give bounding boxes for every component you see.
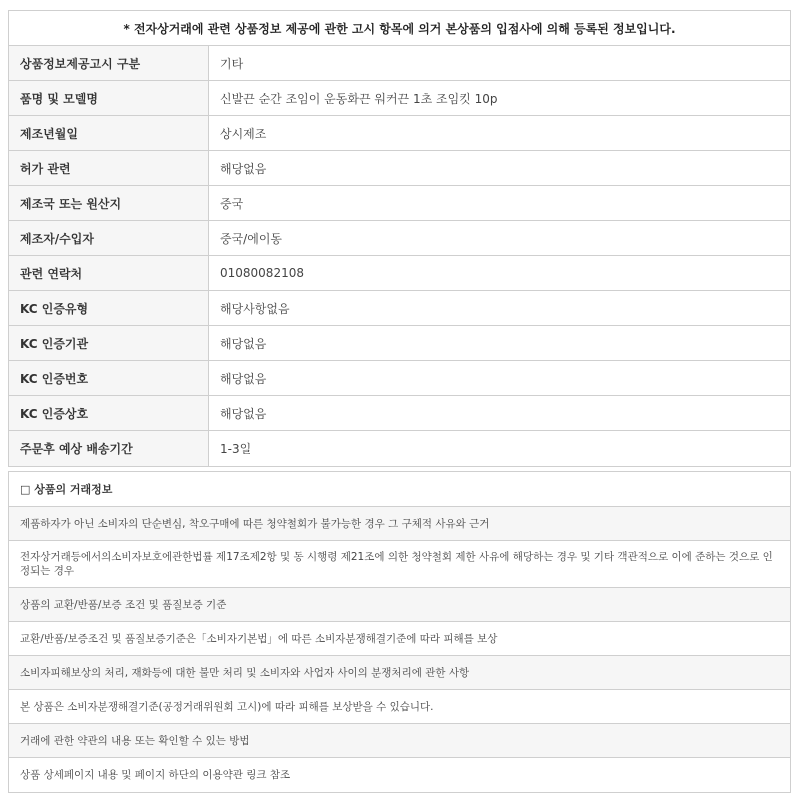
trade-info-question: 거래에 관한 약관의 내용 또는 확인할 수 있는 방법 bbox=[9, 724, 790, 758]
spec-label: 허가 관련 bbox=[9, 151, 209, 185]
spec-row bbox=[9, 361, 790, 396]
spec-label: 주문후 예상 배송기간 bbox=[9, 431, 209, 466]
trade-info-header: □ 상품의 거래정보 bbox=[9, 472, 790, 507]
spec-row bbox=[9, 81, 790, 116]
spec-value: 01080082108 bbox=[220, 266, 304, 280]
spec-value: 해당없음 bbox=[220, 336, 267, 351]
trade-info-question: 제품하자가 아닌 소비자의 단순변심, 착오구매에 따른 청약철회가 불가능한 경우 그 구체적 사유와 근거 bbox=[9, 507, 790, 541]
spec-value: 해당없음 bbox=[220, 406, 267, 421]
spec-row bbox=[9, 431, 790, 466]
trade-info-answer: 교환/반품/보증조건 및 품질보증기준은「소비자기본법」에 따른 소비자분쟁해결기준에 따라 피해를 보상 bbox=[9, 622, 790, 656]
spec-value: 1-3일 bbox=[220, 442, 252, 456]
trade-info-question: 상품의 교환/반품/보증 조건 및 품질보증 기준 bbox=[9, 588, 790, 622]
spec-row bbox=[9, 291, 790, 326]
product-info-notice-table bbox=[8, 10, 791, 467]
spec-row bbox=[9, 256, 790, 291]
spec-label: 제조년월일 bbox=[9, 116, 209, 150]
trade-info-answer: 전자상거래등에서의소비자보호에관한법률 제17조제2항 및 동 시행령 제21조에 의한 청약철회 제한 사유에 해당하는 경우 및 기타 객관적으로 이에 준하는 것으로 인정되는 경우 bbox=[9, 541, 790, 588]
spec-label: 제조국 또는 원산지 bbox=[9, 186, 209, 220]
spec-value: 기타 bbox=[220, 56, 244, 71]
trade-info-answer: 상품 상세페이지 내용 및 페이지 하단의 이용약관 링크 참조 bbox=[20, 769, 291, 781]
spec-row bbox=[9, 151, 790, 186]
spec-label: 상품정보제공고시 구분 bbox=[9, 46, 209, 80]
spec-value: 해당없음 bbox=[220, 161, 267, 176]
spec-value: 해당사항없음 bbox=[220, 301, 290, 316]
spec-row bbox=[9, 221, 790, 256]
spec-value: 해당없음 bbox=[220, 371, 267, 386]
spec-value: 중국/에이동 bbox=[220, 231, 283, 246]
trade-info-question: 소비자피해보상의 처리, 재화등에 대한 불만 처리 및 소비자와 사업자 사이의 분쟁처리에 관한 사항 bbox=[9, 656, 790, 690]
spec-label: 관련 연락처 bbox=[9, 256, 209, 290]
spec-label: KC 인증번호 bbox=[9, 361, 209, 395]
spec-value: 신발끈 순간 조임이 운동화끈 워커끈 1초 조임킷 10p bbox=[220, 91, 498, 106]
spec-label: 제조자/수입자 bbox=[9, 221, 209, 255]
trade-info-table bbox=[8, 471, 791, 793]
spec-row bbox=[9, 116, 790, 151]
spec-label: KC 인증유형 bbox=[9, 291, 209, 325]
notice-header: * 전자상거래에 관련 상품정보 제공에 관한 고시 항목에 의거 본상품의 입점사에 의해 등록된 정보입니다. bbox=[9, 11, 790, 46]
trade-info-answer: 본 상품은 소비자분쟁해결기준(공정거래위원회 고시)에 따라 피해를 보상받을 수 있습니다. bbox=[9, 690, 790, 724]
spec-value: 상시제조 bbox=[220, 126, 267, 141]
spec-label: 품명 및 모델명 bbox=[9, 81, 209, 115]
spec-label: KC 인증상호 bbox=[9, 396, 209, 430]
spec-value: 중국 bbox=[220, 196, 244, 211]
spec-row bbox=[9, 46, 790, 81]
spec-label: KC 인증기관 bbox=[9, 326, 209, 360]
spec-row bbox=[9, 186, 790, 221]
spec-row bbox=[9, 396, 790, 431]
spec-row bbox=[9, 326, 790, 361]
